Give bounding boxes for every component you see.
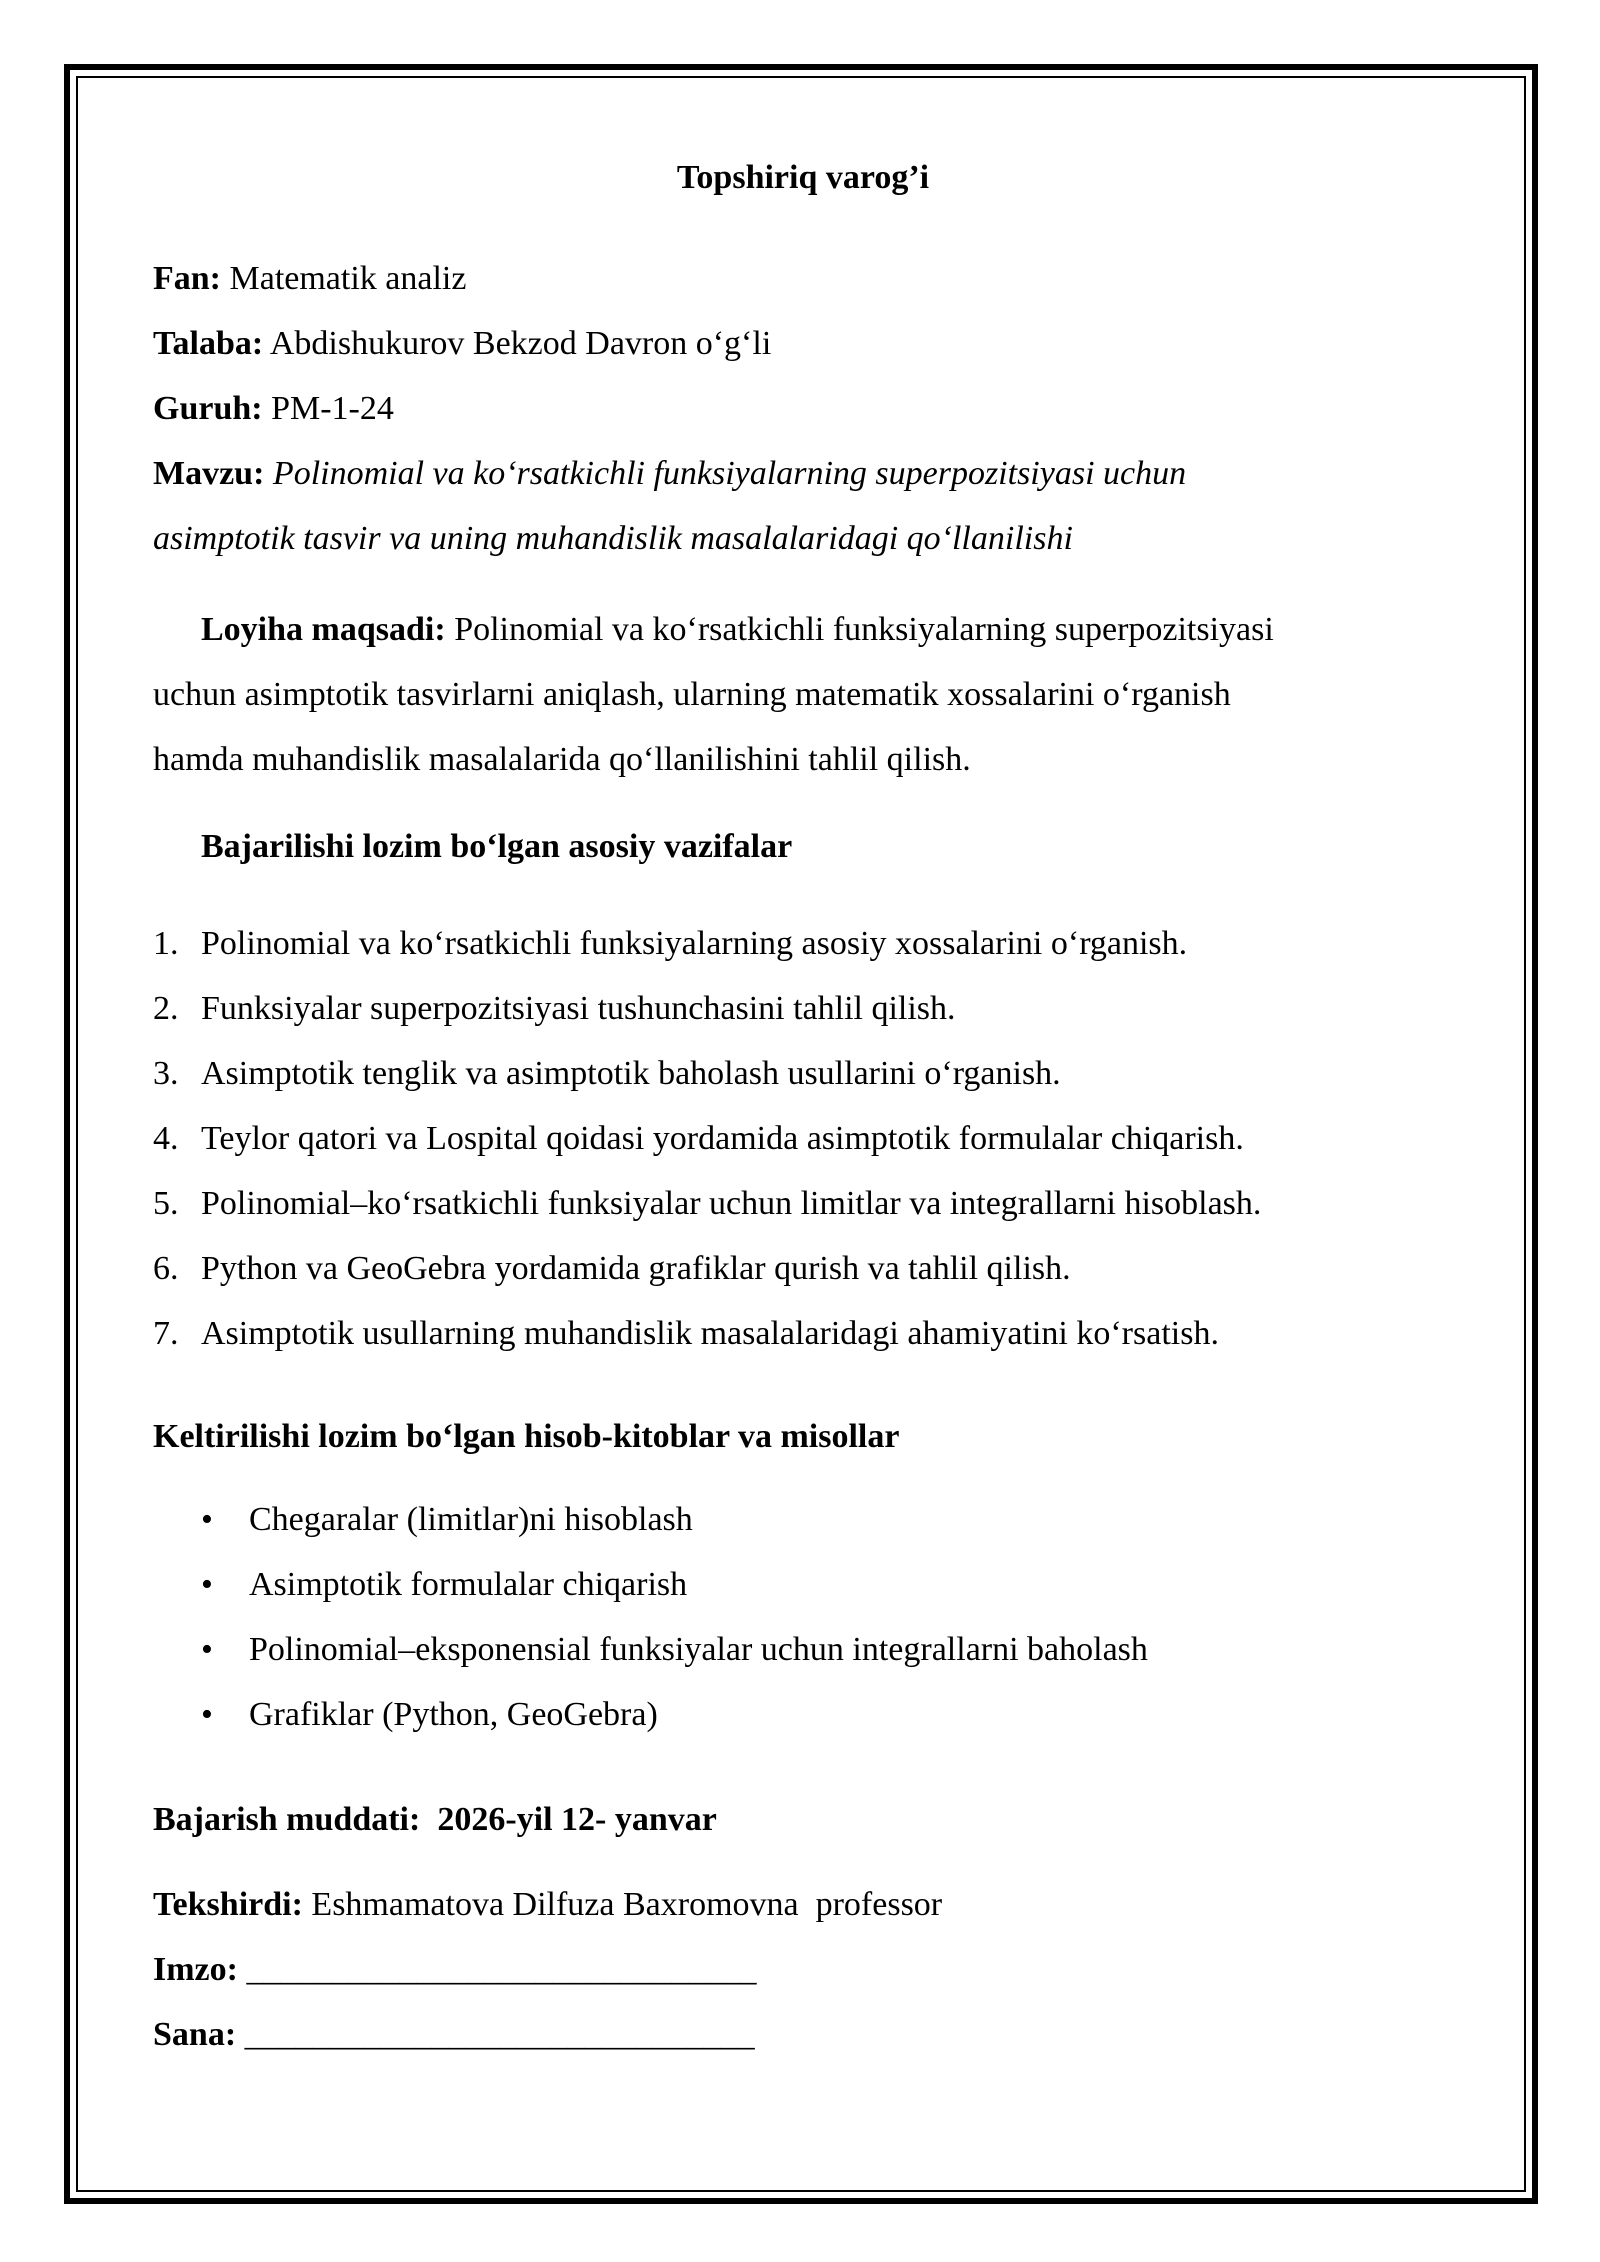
- signature-line: ______________________________: [237, 1951, 757, 1988]
- student-field: [153, 311, 1453, 376]
- list-item-text: Chegaralar (limitlar)ni hisoblash: [249, 1501, 693, 1538]
- list-item-number: 7.: [153, 1315, 179, 1352]
- list-item: [153, 1236, 1453, 1301]
- list-item: [153, 1041, 1453, 1106]
- date-field: [153, 2002, 1453, 2067]
- checked-by-value: Eshmamatova Dilfuza Baxromovna professor: [302, 1886, 943, 1923]
- topic-field-continued: [153, 506, 1453, 571]
- checked-by-field: [153, 1872, 1453, 1937]
- list-item: [153, 1617, 1453, 1682]
- goal-label: Loyiha maqsadi:: [201, 611, 446, 648]
- list-item-text: Asimptotik usullarning muhandislik masalalaridagi ahamiyatini ko‘rsatish.: [201, 1315, 1219, 1352]
- group-label: Guruh:: [153, 390, 263, 427]
- bullet-icon: •: [201, 1501, 213, 1538]
- list-item-number: 1.: [153, 925, 179, 962]
- group-value: PM-1-24: [262, 390, 394, 427]
- tasks-list: [153, 911, 1453, 1366]
- list-item: [153, 1301, 1453, 1366]
- project-goal: [153, 597, 1453, 792]
- list-item-text: Grafiklar (Python, GeoGebra): [249, 1696, 658, 1733]
- document-title: Topshiriq varog’i: [676, 159, 930, 196]
- list-item: [153, 1171, 1453, 1236]
- list-item: [153, 1682, 1453, 1747]
- goal-text-1: Polinomial va ko‘rsatkichli funksiyalarning superpozitsiyasi: [445, 611, 1274, 648]
- bullet-icon: •: [201, 1566, 213, 1603]
- group-field: [153, 376, 1453, 441]
- list-item-text: Python va GeoGebra yordamida grafiklar qurish va tahlil qilish.: [201, 1250, 1071, 1287]
- calculations-list: [153, 1487, 1453, 1747]
- list-item: [153, 1487, 1453, 1552]
- list-item-number: 3.: [153, 1055, 179, 1092]
- student-label: Talaba:: [153, 325, 264, 362]
- list-item-text: Polinomial–eksponensial funksiyalar uchun integrallarni baholash: [249, 1631, 1148, 1668]
- list-item-number: 6.: [153, 1250, 179, 1287]
- goal-line-2: uchun asimptotik tasvirlarni aniqlash, ularning matematik xossalarini o‘rganish: [153, 676, 1231, 713]
- document-body: [153, 145, 1453, 2067]
- list-item-text: Polinomial–ko‘rsatkichli funksiyalar uchun limitlar va integrallarni hisoblash.: [201, 1185, 1262, 1222]
- student-value: Abdishukurov Bekzod Davron o‘g‘li: [263, 325, 772, 362]
- list-item-text: Teylor qatori va Lospital qoidasi yordamida asimptotik formulalar chiqarish.: [201, 1120, 1244, 1157]
- subject-label: Fan:: [153, 260, 221, 297]
- date-line: ______________________________: [236, 2016, 755, 2053]
- bullet-icon: •: [201, 1631, 213, 1668]
- checked-by-label: Tekshirdi:: [153, 1886, 303, 1923]
- bullet-icon: •: [201, 1696, 213, 1733]
- list-item: [153, 1106, 1453, 1171]
- subject-value: Matematik analiz: [221, 260, 467, 297]
- subject-field: [153, 246, 1453, 311]
- signature-label: Imzo:: [153, 1951, 238, 1988]
- list-item-text: Polinomial va ko‘rsatkichli funksiyalarning asosiy xossalarini o‘rganish.: [201, 925, 1188, 962]
- calculations-heading: Keltirilishi lozim bo‘lgan hisob-kitoblar va misollar: [153, 1418, 900, 1455]
- list-item: [153, 911, 1453, 976]
- list-item-number: 5.: [153, 1185, 179, 1222]
- topic-value-line2: asimptotik tasvir va uning muhandislik masalalaridagi qo‘llanilishi: [153, 520, 1073, 557]
- list-item-text: Asimptotik tenglik va asimptotik baholash usullarini o‘rganish.: [201, 1055, 1061, 1092]
- list-item-text: Asimptotik formulalar chiqarish: [249, 1566, 688, 1603]
- goal-line-3: hamda muhandislik masalalarida qo‘llanilishini tahlil qilish.: [153, 741, 971, 778]
- topic-label: Mavzu:: [153, 455, 265, 492]
- date-label: Sana:: [153, 2016, 237, 2053]
- list-item-number: 2.: [153, 990, 179, 1027]
- tasks-heading: Bajarilishi lozim bo‘lgan asosiy vazifalar: [201, 828, 793, 865]
- list-item: [153, 1552, 1453, 1617]
- list-item: [153, 976, 1453, 1041]
- list-item-text: Funksiyalar superpozitsiyasi tushunchasini tahlil qilish.: [201, 990, 956, 1027]
- topic-field: [153, 441, 1453, 506]
- topic-value-line1: Polinomial va ko‘rsatkichli funksiyalarning superpozitsiyasi uchun: [264, 455, 1187, 492]
- list-item-number: 4.: [153, 1120, 179, 1157]
- signature-field: [153, 1937, 1453, 2002]
- goal-line-1: [153, 597, 1453, 662]
- deadline: Bajarish muddati: 2026-yil 12- yanvar: [153, 1801, 717, 1838]
